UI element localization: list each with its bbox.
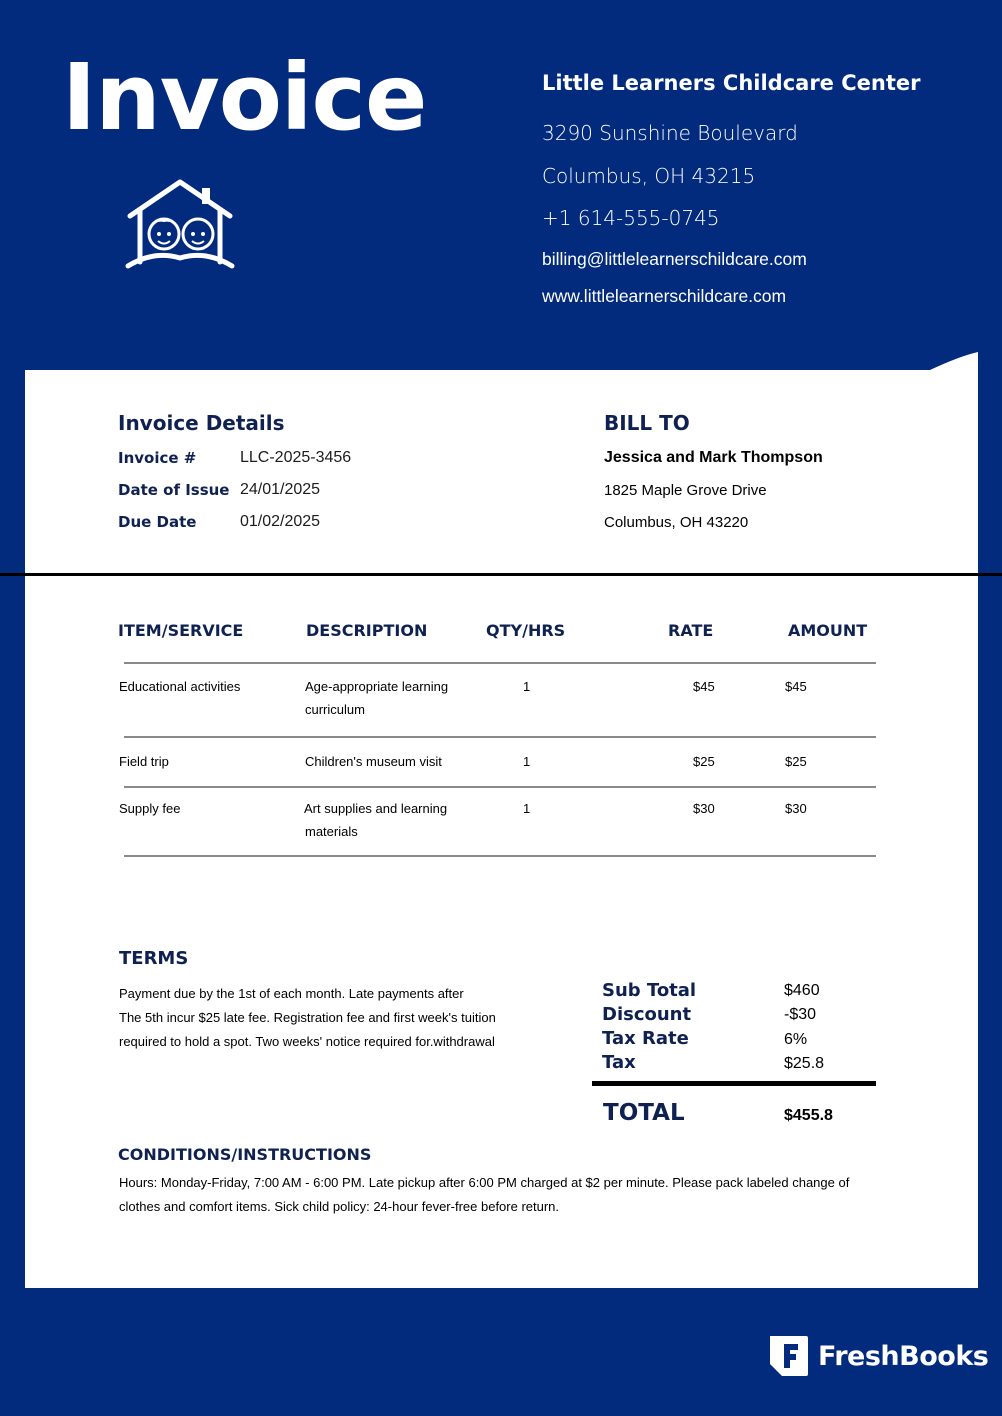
tax-rate-value: 6% [784,1031,808,1048]
table-row-3-amount: $30 [785,801,807,816]
subtotal-label: Sub Total [602,980,697,1001]
freshbooks-brand [766,1334,988,1378]
company-email[interactable]: billing@littlelearnerschildcare.com [542,249,807,269]
table-row-3-item: Supply fee [119,801,181,816]
company-address-line2: Columbus, OH 43215 [542,164,756,188]
table-row-3-qty: 1 [523,801,531,816]
terms-heading: TERMS [119,948,189,969]
due-date-label: Due Date [118,513,197,531]
conditions-line-1: Hours: Monday-Friday, 7:00 AM - 6:00 PM. Late pickup after 6:00 PM charged at $2 per minute. Please pack labeled change of [119,1175,850,1190]
table-row-1-amount: $45 [785,679,807,694]
tax-rate-label: Tax Rate [602,1028,689,1049]
company-name: Little Learners Childcare Center [542,71,921,95]
invoice-title: Invoice [62,44,427,151]
company-phone: +1 614-555-0745 [542,206,720,230]
table-row-2-description-line1: Children's museum visit [305,754,442,769]
total-divider [592,1081,876,1086]
company-address-line1: 3290 Sunshine Boulevard [542,121,798,145]
table-divider [124,786,876,788]
terms-line-2: The 5th incur $25 late fee. Registration fee and first week's tuition [119,1010,496,1025]
issue-date: 24/01/2025 [240,481,321,498]
company-website[interactable]: www.littlelearnerschildcare.com [542,286,787,306]
conditions-line-2: clothes and comfort items. Sick child policy: 24-hour fever-free before return. [119,1199,560,1214]
table-row-2-rate: $25 [693,754,715,769]
bill-to-address-line2: Columbus, OH 43220 [604,514,749,531]
column-header-rate: RATE [668,621,714,640]
conditions-text [119,1171,899,1219]
total-label: TOTAL [603,1100,685,1126]
table-row-1-description-line1: Age-appropriate learning [305,679,449,694]
terms-text [119,982,539,1054]
terms-line-1: Payment due by the 1st of each month. Late payments after [119,986,464,1001]
section-divider [0,573,1002,576]
table-row-1-item: Educational activities [119,679,241,694]
bill-to-heading: BILL TO [604,411,690,435]
table-row-1-qty: 1 [523,679,531,694]
terms-line-3: required to hold a spot. Two weeks' notice required for.withdrawal [119,1034,495,1049]
due-date: 01/02/2025 [240,513,321,530]
issue-date-label: Date of Issue [118,481,230,499]
table-divider [124,662,876,664]
column-header-description: DESCRIPTION [306,621,428,640]
invoice-number: LLC-2025-3456 [240,449,352,466]
tax-value: $25.8 [784,1055,825,1072]
table-row-3-description-line1: Art supplies and learning [304,801,448,816]
column-header-qty: QTY/HRS [486,621,566,640]
total-value: $455.8 [784,1107,833,1124]
conditions-heading: CONDITIONS/INSTRUCTIONS [118,1145,372,1164]
freshbooks-logo-icon [766,1334,810,1378]
table-row-2-qty: 1 [523,754,531,769]
table-row-1-rate: $45 [693,679,715,694]
invoice-details-heading: Invoice Details [118,411,285,435]
invoice-number-label: Invoice # [118,449,197,467]
bill-to-name: Jessica and Mark Thompson [604,449,823,466]
table-row-1-description-line2: curriculum [305,702,365,717]
discount-label: Discount [602,1004,692,1025]
table-divider [124,736,876,738]
table-row-2-amount: $25 [785,754,807,769]
freshbooks-brand-text: FreshBooks [818,1340,989,1372]
column-header-amount: AMOUNT [788,621,868,640]
table-row-2-item: Field trip [119,754,169,769]
tax-label: Tax [602,1052,636,1073]
bill-to-address-line1: 1825 Maple Grove Drive [604,482,767,499]
column-header-item: ITEM/SERVICE [118,621,244,640]
discount-value: -$30 [784,1006,817,1023]
header-wave [0,0,1002,400]
subtotal-value: $460 [784,982,820,999]
table-row-3-description-line2: materials [305,824,358,839]
table-row-3-rate: $30 [693,801,715,816]
table-divider [124,855,876,857]
